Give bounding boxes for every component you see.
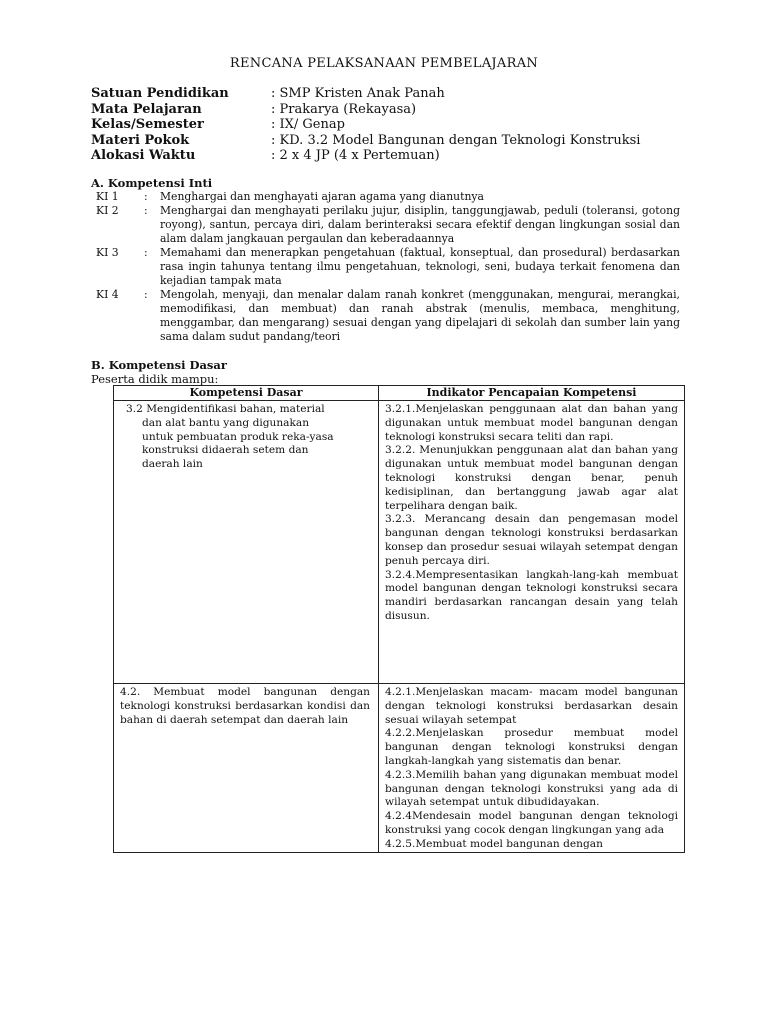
ki-code: KI 3 bbox=[96, 246, 119, 259]
indicator-line bbox=[385, 810, 678, 838]
indicator-item bbox=[385, 686, 678, 727]
indicator-number: 4.2.5. bbox=[385, 837, 416, 850]
indicator-text: Memilih bahan yang digunakan membuat model bangunan dengan teknologi konstruksi yang ada di wilayah setempat untuk dibudidayakan. bbox=[385, 768, 678, 809]
ki-colon: : bbox=[144, 246, 148, 259]
kd-cell bbox=[114, 684, 379, 853]
ki-item bbox=[96, 190, 680, 204]
indicator-cell bbox=[379, 684, 685, 853]
indicator-item bbox=[385, 810, 678, 838]
ki-text: Memahami dan menerapkan pengetahuan (faktual, konseptual, dan prosedural) berdasarkan rasa ingin tahunya tentang ilmu pengetahuan, teknologi, seni, budaya terkait fenomena dan kejadian tampak mata bbox=[160, 246, 680, 287]
indicator-text: Menunjukkan penggunaan alat dan bahan yang digunakan untuk membuat model bangunan dengan teknologi konstruksi dengan benar, penuh kedisiplinan, dan bertanggung jawab agar alat terpelihara dengan baik. bbox=[385, 444, 678, 512]
kompetensi-inti-list bbox=[96, 190, 680, 344]
identity-value: : KD. 3.2 Model Bangunan dengan Teknologi Konstruksi bbox=[271, 132, 641, 148]
ki-item bbox=[96, 204, 680, 246]
indicator-text: Merancang desain dan pengemasan model bangunan dengan teknologi konstruksi berdasarkan konsep dan prosedur sesuai wilayah setempat dengan penuh percaya diri. bbox=[385, 513, 678, 567]
identity-label: Alokasi Waktu bbox=[91, 148, 196, 163]
kompetensi-dasar-table bbox=[113, 385, 685, 853]
identity-value: : Prakarya (Rekayasa) bbox=[271, 101, 417, 117]
indicator-number: 4.2.3. bbox=[385, 768, 416, 781]
indicator-number: 3.2.4. bbox=[385, 568, 416, 581]
identity-value: : IX/ Genap bbox=[271, 117, 345, 132]
indicator-line bbox=[385, 838, 678, 852]
ki-colon: : bbox=[144, 204, 148, 217]
indicator-line bbox=[385, 686, 678, 727]
ki-code: KI 4 bbox=[96, 288, 119, 301]
indicator-text: Menjelaskan prosedur membuat model bangunan dengan teknologi konstruksi dengan langkah-langkah yang sistematis dan benar. bbox=[385, 727, 678, 767]
identity-value: : 2 x 4 JP (4 x Pertemuan) bbox=[271, 148, 440, 163]
document-title: RENCANA PELAKSANAAN PEMBELAJARAN bbox=[229, 56, 539, 71]
identity-label: Materi Pokok bbox=[91, 132, 190, 148]
ki-item bbox=[96, 288, 680, 344]
indicator-line bbox=[385, 513, 678, 568]
table-row bbox=[114, 684, 685, 853]
indicator-text: Menjelaskan macam- macam model bangunan dengan teknologi konstruksi berdasarkan desain sesuai wilayah setempat bbox=[385, 686, 678, 726]
ki-colon: : bbox=[144, 190, 148, 203]
indicator-item bbox=[385, 403, 678, 444]
section-b-title: B. Kompetensi Dasar bbox=[91, 358, 227, 372]
ki-text: Menghargai dan menghayati ajaran agama yang dianutnya bbox=[160, 190, 484, 203]
indicator-number: 4.2.4 bbox=[385, 810, 412, 823]
section-b-intro: Peserta didik mampu: bbox=[91, 372, 219, 386]
identity-value: : SMP Kristen Anak Panah bbox=[271, 86, 445, 101]
indicator-line bbox=[385, 403, 678, 444]
ki-text: Mengolah, menyaji, dan menalar dalam ranah konkret (menggunakan, mengurai, merangkai, memodifikasi, dan membuat) dan ranah abstrak (menulis, membaca, menghitung, menggambar, dan mengarang) sesuai dengan yang dipelajari di sekolah dan sumber lain yang sama dalam sudut pandang/teori bbox=[160, 288, 680, 343]
indicator-number: 3.2.3. bbox=[385, 513, 416, 526]
indicator-number: 4.2.2. bbox=[385, 727, 416, 740]
indicator-cell bbox=[379, 401, 685, 684]
identity-label: Kelas/Semester bbox=[91, 117, 204, 132]
ki-code: KI 1 bbox=[96, 190, 119, 203]
table-row bbox=[114, 401, 685, 684]
indicator-item bbox=[385, 769, 678, 810]
kd-cell bbox=[114, 401, 379, 684]
table-header-row bbox=[114, 386, 685, 401]
indicator-line bbox=[385, 769, 678, 810]
indicator-item bbox=[385, 444, 678, 513]
kd-text: 4.2. Membuat model bangunan dengan teknologi konstruksi berdasarkan kondisi dan bahan di daerah setempat dan daerah lain bbox=[120, 686, 370, 726]
indicator-item bbox=[385, 513, 678, 568]
kd-text: 3.2 Mengidentifikasi bahan, material dan alat bantu yang digunakan untuk pembuatan produk reka-yasa konstruksi didaerah setem dan daerah lain bbox=[126, 403, 334, 471]
ki-text: Menghargai dan menghayati perilaku jujur, disiplin, tanggungjawab, peduli (toleransi, gotong royong), santun, percaya diri, dalam berinteraksi secara efektif dengan lingkungan sosial dan alam dalam jangkauan pergaulan dan keberadaannya bbox=[160, 204, 680, 245]
indicator-item bbox=[385, 727, 678, 768]
indicator-text: Menjelaskan penggunaan alat dan bahan yang digunakan untuk membuat model bangunan dengan teknologi konstruksi secara teliti dan rapi. bbox=[385, 403, 678, 443]
indicator-text: Mempresentasikan langkah-lang-kah membuat model bangunan dengan teknologi konstruksi secara mandiri berdasarkan rancangan desain yang telah disusun. bbox=[385, 568, 678, 622]
indicator-line bbox=[385, 444, 678, 513]
indicator-number: 4.2.1. bbox=[385, 686, 416, 698]
indicator-line bbox=[385, 727, 678, 768]
indicator-text: Mendesain model bangunan dengan teknologi konstruksi yang cocok dengan lingkungan yang ada bbox=[385, 810, 678, 836]
ki-code: KI 2 bbox=[96, 204, 119, 217]
ki-colon: : bbox=[144, 288, 148, 301]
indicator-item bbox=[385, 838, 678, 852]
indicator-line bbox=[385, 569, 678, 624]
indicator-item bbox=[385, 569, 678, 624]
ki-item bbox=[96, 246, 680, 288]
table-header-indicator: Indikator Pencapaian Kompetensi bbox=[379, 386, 685, 401]
table-header-kd: Kompetensi Dasar bbox=[114, 386, 379, 401]
identity-label: Mata Pelajaran bbox=[91, 101, 202, 117]
identity-label: Satuan Pendidikan bbox=[91, 86, 229, 101]
indicator-text: Membuat model bangunan dengan bbox=[415, 837, 603, 850]
section-a-title: A. Kompetensi Inti bbox=[91, 176, 213, 190]
indicator-number: 3.2.2. bbox=[385, 444, 416, 457]
indicator-number: 3.2.1. bbox=[385, 403, 416, 415]
